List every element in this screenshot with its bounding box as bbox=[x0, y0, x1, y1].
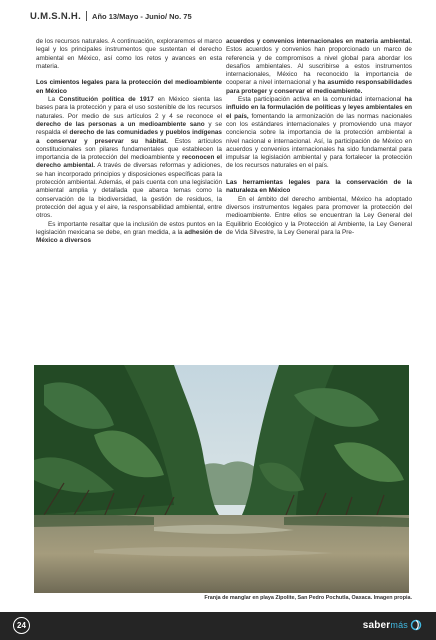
text-run: A través de diversas reformas y adiciones, se han incorporado principios y disposiciones específicas para la protección ambiental. Además, el país cuenta con una legislación ambiental amplia y detallada que abarca temas como la conservación de la biodiversidad, la gestión de residuos, la protección del agua y el aire, la responsabilidad ambiental, entre otros. bbox=[36, 162, 222, 220]
bold-run: acuerdos y convenios internacionales en materia ambiental. bbox=[226, 38, 412, 45]
text-run: Estos artículos constitucionales son pilares fundamentales que establecen la importancia de la protección del medioambiente y bbox=[36, 137, 223, 162]
text-run: Estos acuerdos y convenios han proporcionado un marco de referencia y de compromisos a nivel global para abordar los desafíos ambientales. Al suscribirse a estos instrumentos internacionales, México ha reconocido la importancia de cooperar a nivel internacional y bbox=[226, 46, 412, 87]
text-run: y se respalda el bbox=[36, 120, 222, 137]
photo-caption: Franja de manglar en playa Zipolite, San Pedro Pochutla, Oaxaca. Imagen propia. bbox=[204, 595, 412, 601]
constitution-paragraph bbox=[36, 96, 222, 220]
intro-paragraph: de los recursos naturales. A continuación, exploraremos el marco legal y los principales instrumentos que sustentan el derecho ambiental en México, así como los retos y avances en esta materia. bbox=[36, 38, 222, 70]
brand-accent: más bbox=[390, 620, 408, 630]
bold-run: Constitución política de 1917 bbox=[59, 96, 154, 104]
text-run: en México sienta las bases para la protección y para el uso sostenible de los recursos naturales. Por medio de sus artículos 2 y 4 se reconoce el bbox=[36, 96, 222, 120]
issue-label: Año 13/Mayo - Junio/ No. 75 bbox=[92, 11, 192, 21]
page-number: 24 bbox=[13, 617, 30, 634]
section-heading-foundations: Los cimientos legales para la protección del medioambiente en México bbox=[36, 79, 222, 95]
text-run: Es importante resaltar que la inclusión de estos puntos en la legislación mexicana se debe, en gran medida, a la bbox=[36, 220, 222, 236]
right-column bbox=[226, 38, 412, 237]
brand-logo bbox=[363, 619, 422, 631]
mangrove-photo bbox=[34, 365, 409, 593]
text-run: fomentando la armonización de las normas nacionales con los estándares internacionales y promoviendo una mayor conciencia sobre la importancia de la protección ambiental a nivel nacional e internacional. Así, la participación de México en acuerdos y convenios internacionales ha sido fundamental para impulsar la legislación ambiental y para fortalecer la protección de los recursos naturales en el país. bbox=[226, 112, 412, 170]
bold-run: ha asumido responsabilidades para proteger y conservar el medioambiente. bbox=[226, 79, 412, 95]
brand-main: saber bbox=[362, 619, 391, 631]
page-header bbox=[30, 8, 420, 24]
text-run: Esta participación activa en la comunidad internacional bbox=[238, 96, 405, 104]
bold-run: derecho de las comunidades y pueblos indígenas a conservar y preservar su hábitat. bbox=[36, 129, 222, 145]
bold-run: reconocen el derecho ambiental. bbox=[36, 154, 222, 170]
left-column bbox=[36, 38, 222, 245]
bold-run: ha influido en la formulación de políticas y leyes ambientales en el país, bbox=[226, 96, 412, 120]
mangrove-illustration bbox=[34, 365, 409, 593]
agreements-paragraph bbox=[226, 38, 412, 96]
brand-swirl-icon bbox=[410, 619, 422, 631]
bold-run: derecho de las personas a un medioambiente sano bbox=[36, 120, 205, 128]
bold-run: adhesión de México a diversos bbox=[36, 228, 222, 245]
adhesion-paragraph bbox=[36, 221, 222, 246]
text-run: La bbox=[48, 96, 60, 104]
header-divider bbox=[86, 11, 87, 21]
section-heading-tools: Las herramientas legales para la conservación de la naturaleza en México bbox=[226, 179, 412, 195]
page-footer bbox=[0, 612, 436, 640]
laws-paragraph: En el ámbito del derecho ambiental, México ha adoptado diversos instrumentos legales para promover la protección del medioambiente. Entre ellos se encuentran la Ley General del Equilibrio Ecológico y la Protección al Ambiente, la Ley General de Vida Silvestre, la Ley General para la Pre- bbox=[226, 195, 412, 236]
magazine-logo: U.M.S.N.H. bbox=[30, 10, 82, 22]
participation-paragraph bbox=[226, 96, 412, 171]
